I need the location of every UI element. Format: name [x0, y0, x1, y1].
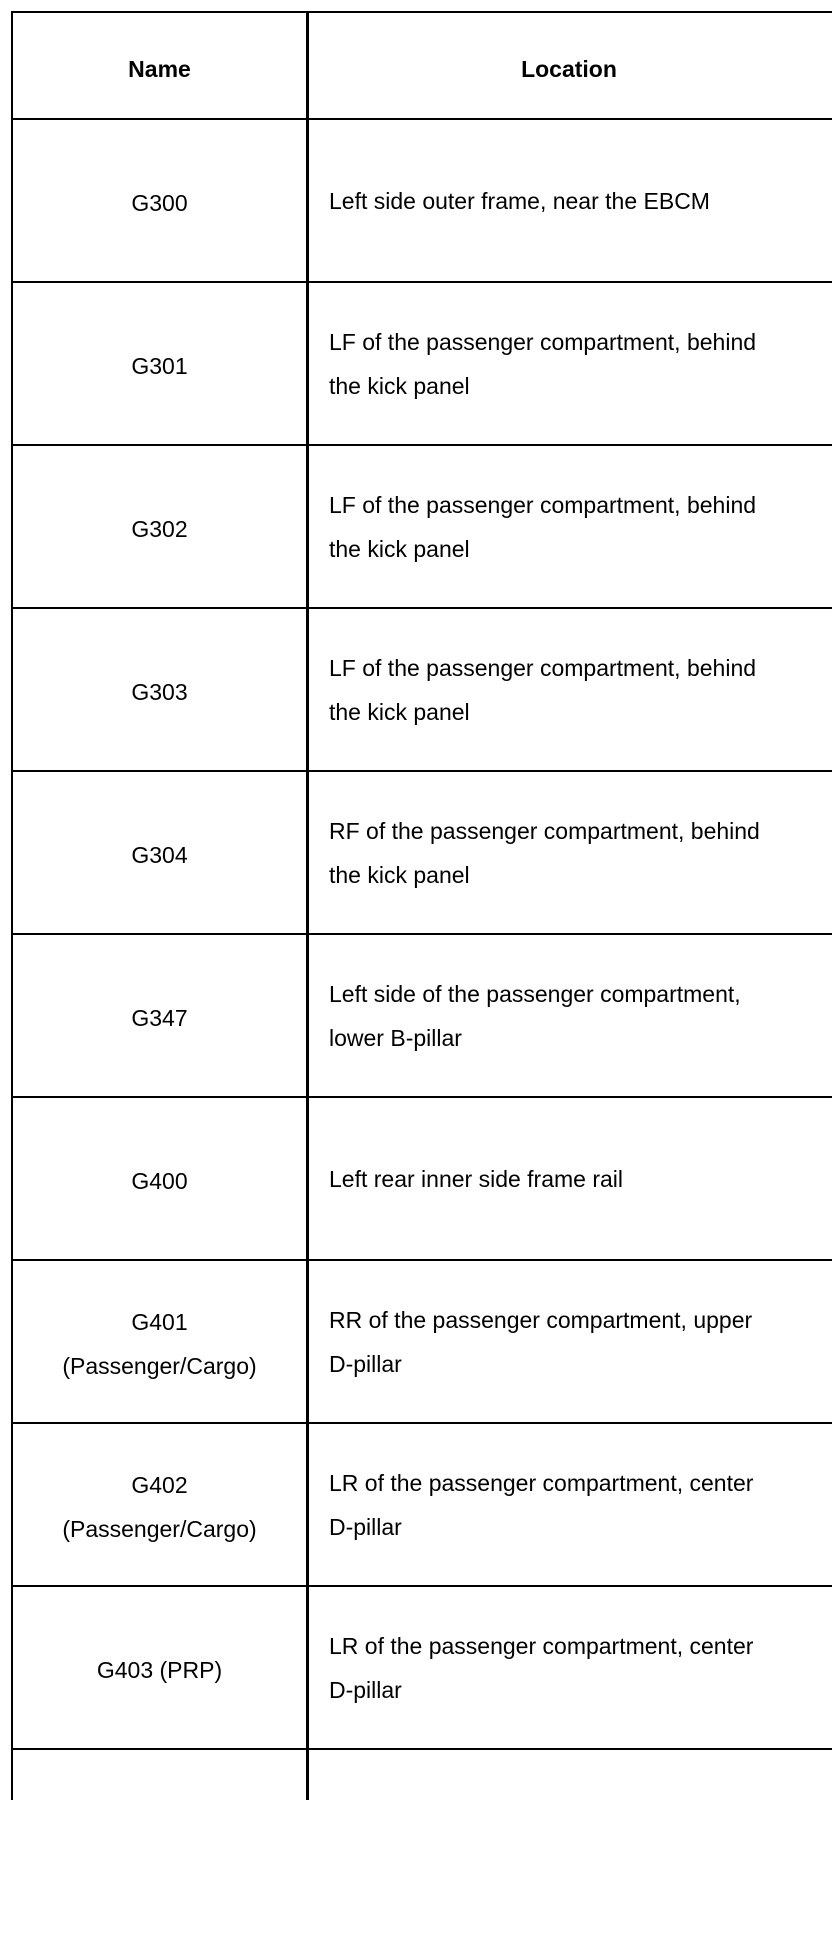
ground-name: G302: [131, 515, 188, 542]
ground-name: G403 (PRP): [96, 1656, 223, 1683]
ground-location: [306, 935, 832, 1096]
header-name: Name: [128, 55, 191, 82]
ground-name: [13, 1261, 306, 1422]
ground-location: [306, 1424, 832, 1585]
ground-location-empty: [306, 1750, 832, 1950]
ground-name: G304: [131, 841, 188, 868]
ground-location-text: LF of the passenger compartment, behind the kick panel: [329, 328, 757, 399]
table-row: [13, 1261, 832, 1424]
table-row: [13, 1424, 832, 1587]
ground-location: [306, 446, 832, 607]
table-row: [13, 1587, 832, 1750]
ground-location-text: Left side outer frame, near the EBCM: [329, 187, 710, 214]
ground-location: [306, 772, 832, 933]
header-location: Location: [521, 55, 617, 82]
ground-location: [306, 283, 832, 444]
ground-name-text: G401 (Passenger/Cargo): [62, 1308, 257, 1379]
ground-location: [306, 1098, 832, 1259]
ground-location: [306, 120, 832, 281]
ground-location-text: RF of the passenger compartment, behind the kick panel: [329, 817, 760, 888]
ground-name: G347: [131, 1004, 188, 1031]
ground-name: [13, 1424, 306, 1585]
table-row: [13, 772, 832, 935]
grounds-table: [13, 13, 832, 1950]
ground-name: G300: [131, 189, 188, 216]
ground-name: G400: [131, 1167, 188, 1194]
table-header-row: [13, 13, 832, 120]
ground-name-empty: [13, 1750, 306, 1950]
table-row: [13, 446, 832, 609]
ground-location: [306, 609, 832, 770]
ground-name-text: G402 (Passenger/Cargo): [62, 1471, 257, 1542]
ground-location: [306, 1587, 832, 1748]
ground-location-text: RR of the passenger compartment, upper D-pillar: [329, 1306, 753, 1377]
table-row: [13, 283, 832, 446]
ground-location-text: Left side of the passenger compartment, lower B-pillar: [329, 980, 741, 1051]
ground-location: [306, 1261, 832, 1422]
ground-location-text: LF of the passenger compartment, behind the kick panel: [329, 491, 757, 562]
ground-location-text: LR of the passenger compartment, center D-pillar: [329, 1469, 754, 1540]
table-row-partial: [13, 1750, 832, 1950]
ground-name: G303: [131, 678, 188, 705]
table-row: [13, 609, 832, 772]
ground-location-text: Left rear inner side frame rail: [329, 1165, 624, 1192]
table-row: [13, 1098, 832, 1261]
ground-location-text: LF of the passenger compartment, behind the kick panel: [329, 654, 757, 725]
ground-location-text: LR of the passenger compartment, center D-pillar: [329, 1632, 754, 1703]
table-row: [13, 935, 832, 1098]
ground-name: G301: [131, 352, 188, 379]
table-row: [13, 120, 832, 283]
